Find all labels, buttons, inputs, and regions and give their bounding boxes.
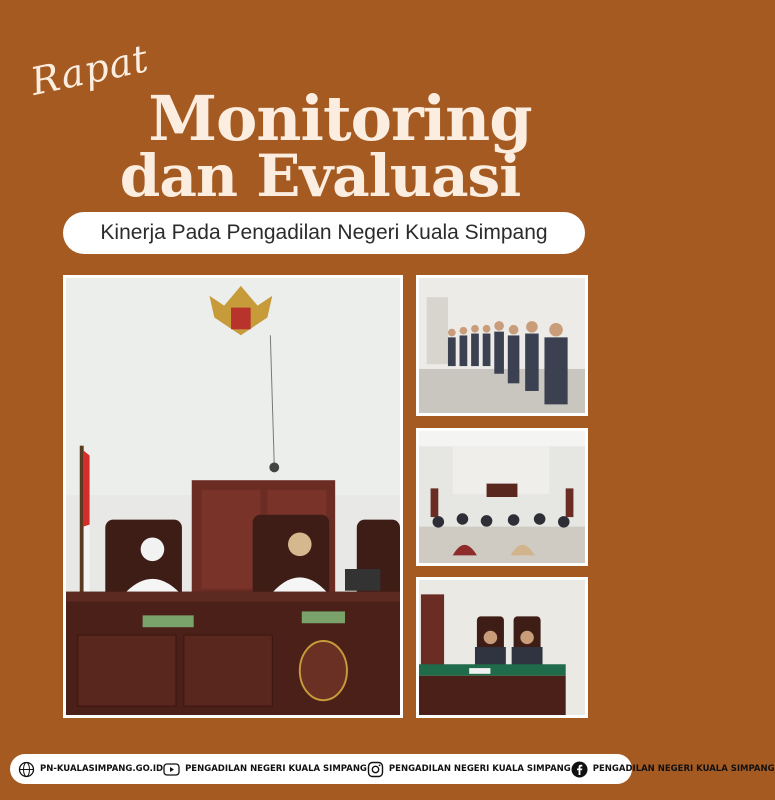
photo-meeting-hall	[416, 428, 588, 566]
title-line-1: Monitoring	[148, 82, 532, 155]
script-word-rapat: Rapat	[26, 36, 153, 104]
audience-hall-photo	[419, 431, 585, 563]
footer-youtube[interactable]	[163, 761, 367, 778]
youtube-icon	[163, 761, 180, 778]
courtroom-bench-photo	[66, 278, 400, 715]
footer-instagram-label: PENGADILAN NEGERI KUALA SIMPANG	[388, 764, 571, 774]
officials-table-photo	[419, 580, 585, 715]
footer-website-label: PN-KUALASIMPANG.GO.ID	[40, 764, 164, 774]
title-line-2: dan Evaluasi	[119, 142, 521, 210]
people-standing-photo	[419, 278, 585, 413]
footer-youtube-label: PENGADILAN NEGERI KUALA SIMPANG	[185, 764, 367, 774]
footer-bar	[10, 754, 775, 784]
web-icon	[18, 761, 35, 778]
footer-instagram[interactable]	[367, 761, 571, 778]
footer-facebook[interactable]	[571, 761, 775, 778]
main-photo	[63, 275, 403, 718]
facebook-icon	[571, 761, 588, 778]
photo-standing-group	[416, 275, 588, 416]
subtitle-pill	[63, 212, 585, 254]
footer-website[interactable]	[18, 761, 163, 778]
photo-table-officials	[416, 577, 588, 718]
footer-facebook-label: PENGADILAN NEGERI KUALA SIMPANG	[592, 764, 775, 774]
instagram-icon	[367, 761, 384, 778]
subtitle-text: Kinerja Pada Pengadilan Negeri Kuala Simpang	[100, 221, 548, 244]
